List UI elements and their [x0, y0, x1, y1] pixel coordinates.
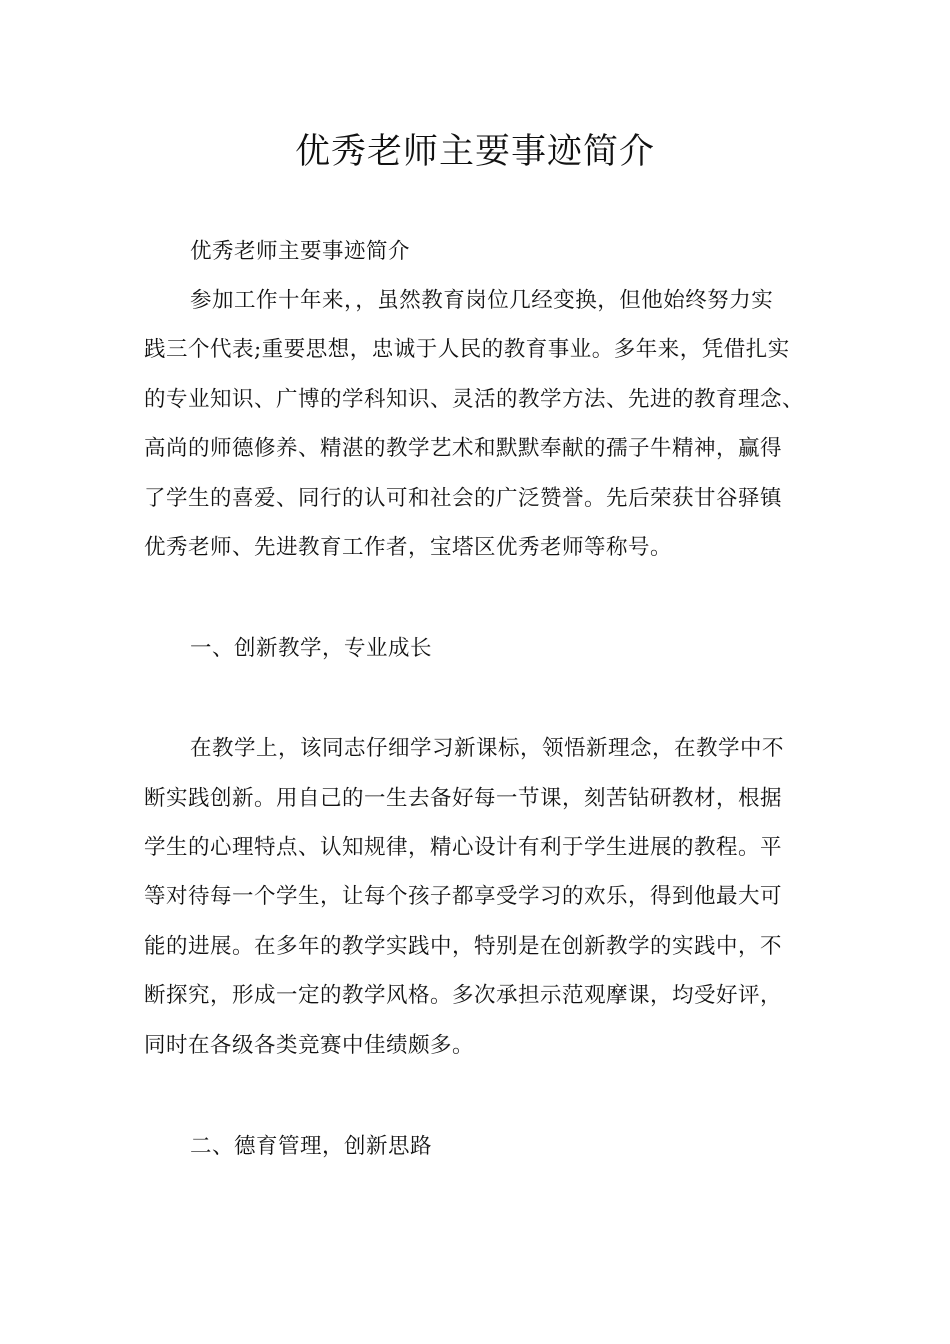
section-1-heading: 一、创新教学，专业成长	[190, 636, 433, 661]
paragraph-1-line-2: 践三个代表;重要思想，忠诚于人民的教育事业。多年来，凭借扎实	[144, 337, 790, 362]
paragraph-1-line-3: 的专业知识、广博的学科知识、灵活的教学方法、先进的教育理念、	[144, 387, 805, 412]
paragraph-1-line-1: 参加工作十年来，，虽然教育岗位几经变换，但他始终努力实	[190, 288, 774, 313]
paragraph-2-line-2: 断实践创新。用自己的一生去备好每一节课，刻苦钻研教材，根据	[144, 786, 783, 811]
paragraph-2-line-4: 等对待每一个学生，让每个孩子都享受学习的欢乐，得到他最大可	[144, 884, 783, 909]
paragraph-2-line-6: 断探究，形成一定的教学风格。多次承担示范观摩课，均受好评，	[144, 983, 783, 1008]
paragraph-1-line-6: 优秀老师、先进教育工作者，宝塔区优秀老师等称号。	[144, 535, 673, 560]
paragraph-1-line-4: 高尚的师德修养、精湛的教学艺术和默默奉献的孺子牛精神，赢得	[144, 436, 783, 461]
document-title: 优秀老师主要事迹简介	[294, 132, 655, 172]
paragraph-2-line-3: 学生的心理特点、认知规律，精心设计有利于学生进展的教程。平	[144, 835, 783, 860]
paragraph-2-line-7: 同时在各级各类竞赛中佳绩颇多。	[144, 1033, 475, 1058]
document-subtitle: 优秀老师主要事迹简介	[190, 239, 411, 264]
paragraph-1-line-5: 了学生的喜爱、同行的认可和社会的广泛赞誉。先后荣获甘谷驿镇	[144, 486, 783, 511]
paragraph-2-line-1: 在教学上，该同志仔细学习新课标，领悟新理念，在教学中不	[190, 736, 785, 761]
paragraph-2-line-5: 能的进展。在多年的教学实践中，特别是在创新教学的实践中，不	[144, 934, 783, 959]
section-2-heading: 二、德育管理，创新思路	[190, 1134, 433, 1159]
